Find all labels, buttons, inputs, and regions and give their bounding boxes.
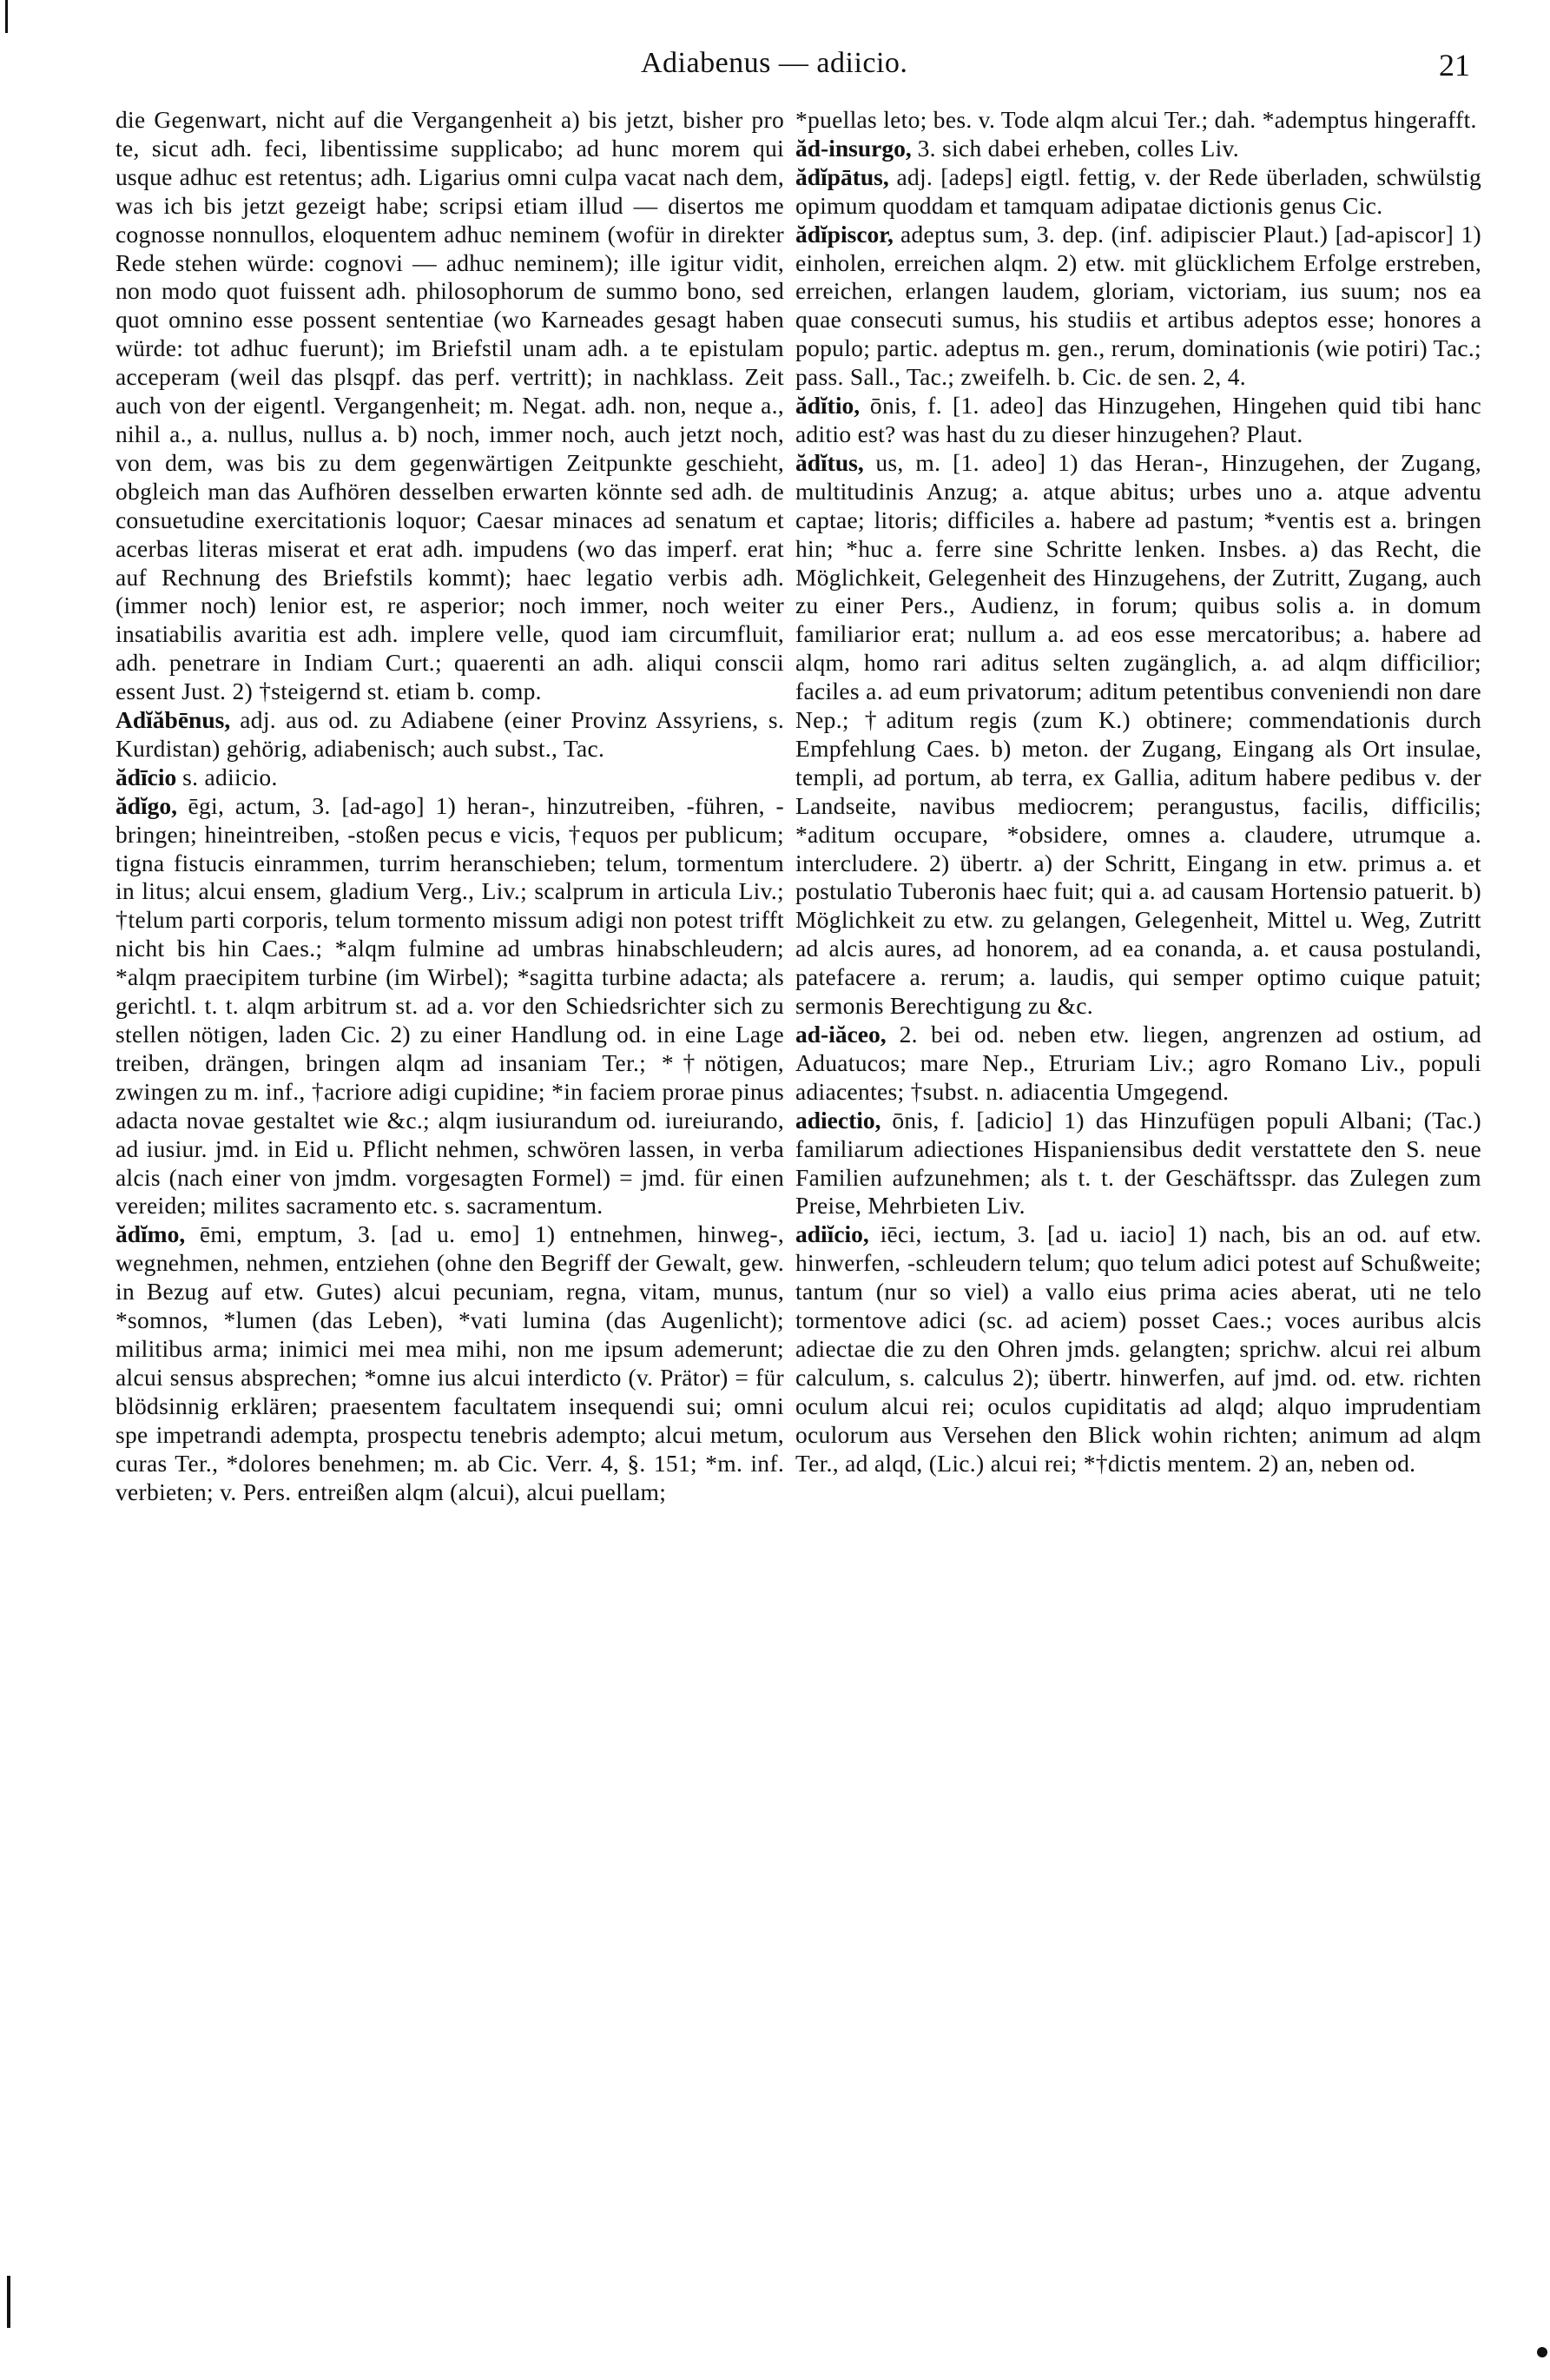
entry-body: ōnis, f. [1. adeo] das Hinzugehen, Hingehen quid tibi hanc aditio est? was hast du zu dieser hinzugehen? Plaut. <box>795 392 1481 447</box>
entry-body: ōnis, f. [adicio] 1) das Hinzufügen populi Albani; (Tac.) familiarum adiectiones Hispaniensibus dedit verstattete den S. neue Familien aufzunehmen; als t. t. der Geschäftsspr. das Zulegen zum Preise, Mehrbieten Liv. <box>795 1106 1481 1220</box>
entry-headword: adiectio, <box>795 1106 881 1134</box>
dictionary-entry <box>115 764 784 792</box>
right-column <box>795 106 1481 1478</box>
entry-headword: ădīcio <box>115 763 177 790</box>
dictionary-entry <box>795 392 1481 449</box>
entry-body: us, m. [1. adeo] 1) das Heran-, Hinzugehen, der Zugang, multitudinis Anzug; a. atque abitus; urbes uno a. atque adventu captae; litoris; difficiles a. habere ad pastum; *ventis est a. bringen hin; *huc a. ferre sine Schritte lenken. Insbes. a) das Recht, die Möglichkeit, Gelegenheit des Hinzugehens, der Zutritt, Zugang, auch zu einer Pers., Audienz, in forum; quibus solis a. in domum familiarior erat; nullum a. ad eos esse mercatoribus; a. habere ad alqm, homo rari aditus selten zugänglich, a. ad alqm difficilior; faciles a. ad eum privatorum; aditum petentibus conveniendi non dare Nep.; †aditum regis (zum K.) obtinere; commendationis durch Empfehlung Caes. b) meton. der Zugang, Eingang als Ort insulae, templi, ad portum, ab terra, ex Gallia, aditum habere pedibus v. der Landseite, navibus mediocrem; perangustus, facilis, difficilis; *aditum occupare, *obsidere, omnes a. claudere, utrumque a. intercludere. 2) übertr. a) der Schritt, Eingang in etw. primus a. et postulatio Tuberonis haec fuit; qui a. ad causam Hortensio patuerit. b) Möglichkeit zu etw. zu gelangen, Gelegenheit, Mittel u. Weg, Zutritt ad alcis aures, ad honorem, ad ea conanda, a. et causa postulandi, patefacere a. rerum; a. laudis, qui semper optimo cuique patuit; sermonis Berechtigung zu &c. <box>795 448 1481 1020</box>
entry-body: adj. aus od. zu Adiabene (einer Provinz Assyriens, s. Kurdistan) gehörig, adiabenisch; auch subst., Tac. <box>115 706 785 762</box>
dictionary-entry <box>115 706 784 764</box>
entry-body: die Gegenwart, nicht auf die Vergangenheit a) bis jetzt, bisher pro te, sicut adh. feci, libentissime supplicabo; ad hunc morem qui usque adhuc est retentus; adh. Ligarius omni culpa vacat nach dem, was ich bis jetzt gezeigt habe; scripsi etiam illud — disertos me cognosse nonnullos, eloquentem adhuc neminem (wofür in direkter Rede stehen würde: cognovi — adhuc neminem); ille igitur vidit, non modo quot fuissent adh. philosophorum de summo bono, sed quot omnino esse possent sententiae (wo Karneades gesagt haben würde: tot adhuc fuerunt); im Briefstil unam adh. a te epistulam acceperam (weil das plsqpf. das perf. vertritt); in nachklass. Zeit auch von der eigentl. Vergangenheit; m. Negat. adh. non, neque a., nihil a., a. nullus, nullus a. b) noch, immer noch, auch jetzt noch, von dem, was bis zu dem gegenwärtigen Zeitpunkte geschieht, obgleich man das Aufhören desselben erwarten könnte sed adh. de consuetudine exercitationis loquor; Caesar minaces ad senatum et acerbas literas miserat et erat adh. impudens (wo das imperf. erat auf Rechnung des Briefstils kommt); haec legatio verbis adh. (immer noch) lenior est, re asperior; noch immer, noch weiter insatiabilis avaritia est adh. implere velle, quod iam circumfluit, adh. penetrare in Indiam Curt.; quaerenti an adh. aliqui conscii essent Just. 2) †steigernd st. etiam b. comp. <box>115 106 784 705</box>
entry-headword: ădĭmo, <box>115 1220 186 1248</box>
dictionary-entry <box>795 135 1481 163</box>
entry-headword: Adĭăbēnus, <box>115 706 231 734</box>
entry-body: iēci, iectum, 3. [ad u. iacio] 1) nach, bis an od. auf etw. hinwerfen, -schleudern telum; quo telum adici potest auf Schußweite; tantum (nur so viel) a vallo eius prima acies aberat, uti ne telo tormentove adici (sc. ad aciem) posset Caes.; voces auribus alcis adiectae die zu den Ohren jmds. gelangten; sprichw. alcui rei album calculum, s. calculus 2); übertr. hinwerfen, auf jmd. od. etw. richten oculum alcui rei; oculos cupiditatis ad alqd; alquo imprudentiam oculorum aus Versehen den Blick wohin richten; animum ad alqm Ter., ad alqd, (Lic.) alcui rei; *†dictis mentem. 2) an, neben od. <box>795 1220 1482 1477</box>
page-number: 21 <box>1439 48 1470 83</box>
entry-headword: ădĭgo, <box>115 791 178 819</box>
entry-body: 2. bei od. neben etw. liegen, angrenzen ad ostium, ad Aduatucos; mare Nep., Etruriam Liv.; agro Romano Liv., populi adiacentes; †subst. n. adiacentia Umgegend. <box>795 1021 1481 1105</box>
entry-body: s. adiicio. <box>182 763 278 790</box>
scan-edge-mark <box>7 2276 10 2328</box>
entry-headword: ăd-insurgo, <box>795 134 912 162</box>
dictionary-entry <box>795 221 1481 392</box>
entry-body: adeptus sum, 3. dep. (inf. adipiscier Plaut.) [ad-apiscor] 1) einholen, erreichen alqm. 2) etw. mit glücklichem Erfolge erstreben, erreichen, erlangen laudem, gloriam, victoriam, ius suum; nos ea quae consecuti sumus, his studiis et artibus adeptos esse; honores a populo; partic. adeptus m. gen., rerum, dominationis (wie potiri) Tac.; pass. Sall., Tac.; zweifelh. b. Cic. de sen. 2, 4. <box>795 220 1481 391</box>
left-column <box>115 106 784 1506</box>
entry-headword: ădĭpātus, <box>795 162 889 190</box>
entry-body: 3. sich dabei erheben, colles Liv. <box>917 134 1239 162</box>
running-head: Adiabenus — adiicio. <box>641 47 908 79</box>
entry-body: ēgi, actum, 3. [ad-ago] 1) heran-, hinzutreiben, -führen, -bringen; hineintreiben, -stoßen pecus e vicis, †equos per publicum; tigna fistucis einrammen, turrim heranschieben; telum, tormentum in litus; alcui ensem, gladium Verg., Liv.; scalprum in articula Liv.; †telum parti corporis, telum tormento missum adigi non potest trifft nicht bis hin Caes.; *alqm fulmine ad umbras hinabschleudern; *alqm praecipitem turbine (im Wirbel); *sagitta turbine adacta; als gerichtl. t. t. alqm arbitrum st. ad a. vor den Schiedsrichter sich zu stellen nötigen, laden Cic. 2) zu einer Handlung od. in eine Lage treiben, drängen, bringen alqm ad insaniam Ter.; *†nötigen, zwingen zu m. inf., †acriore adigi cupidine; *in faciem prorae pinus adacta novae gestaltet wie &c.; alqm iusiurandum od. iureiurando, ad iusiur. jmd. in Eid u. Pflicht nehmen, schwören lassen, in verba alcis (nach einer von jmdm. vorgesagten Formel) = jmd. für einen vereiden; milites sacramento etc. s. sacramentum. <box>115 791 784 1220</box>
dictionary-entry <box>795 1021 1481 1107</box>
dictionary-entry <box>795 1220 1481 1478</box>
dictionary-entry <box>795 449 1481 1021</box>
dictionary-entry <box>115 792 784 1221</box>
entry-body: adj. [adeps] eigtl. fettig, v. der Rede überladen, schwülstig opimum quoddam et tamquam adipatae dictionis genus Cic. <box>795 162 1482 219</box>
entry-headword: ad-iăceo, <box>795 1021 887 1048</box>
entry-headword: adiĭcio, <box>795 1220 869 1248</box>
entry-body: ēmi, emptum, 3. [ad u. emo] 1) entnehmen, hinweg-, wegnehmen, nehmen, entziehen (ohne den Begriff der Gewalt, gew. in Bezug auf etw. Gutes) alcui pecuniam, regna, vitam, munus, *somnos, *lumen (das Leben), *vati lumina (das Augenlicht); militibus arma; inimici mei mea mihi, non me ipsum ademerunt; alcui sensus absprechen; *omne ius alcui interdicto (v. Prätor) = für blödsinnig erklären; praesentem facultatem insequendi sui; omni spe impetrandi adempta, prospectu tenebris adempto; alcui metum, curas Ter., *dolores benehmen; m. ab Cic. Verr. 4, §. 151; *m. inf. verbieten; v. Pers. entreißen alqm (alcui), alcui puellam; <box>115 1220 785 1505</box>
entry-headword: ădĭtio, <box>795 392 861 420</box>
entry-headword: ădĭtus, <box>795 448 864 476</box>
dictionary-entry <box>115 1220 784 1506</box>
dictionary-entry <box>795 106 1481 135</box>
scan-edge-mark <box>5 0 8 33</box>
entry-body: *puellas leto; bes. v. Tode alqm alcui Ter.; dah. *ademptus hingerafft. <box>795 106 1477 133</box>
entry-headword: ădĭpiscor, <box>795 220 894 248</box>
dictionary-entry <box>795 1107 1481 1221</box>
dictionary-entry <box>115 106 784 706</box>
scan-dot-mark <box>1537 2347 1547 2357</box>
page-header <box>0 47 1550 99</box>
dictionary-entry <box>795 163 1481 221</box>
